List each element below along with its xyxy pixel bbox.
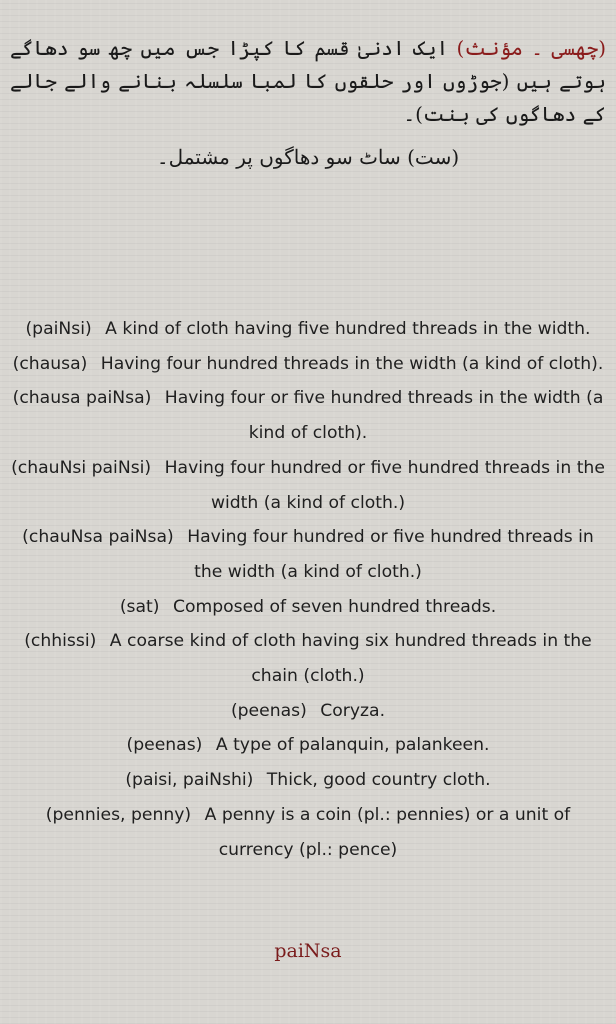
headword-footer: paiNsa — [274, 940, 342, 962]
entry-term: (chausa) — [12, 353, 88, 374]
entry-term: (paisi, paiNshi) — [125, 770, 254, 791]
entry-definition: Having four hundred or five hundred threads in the width (a kind of cloth.) — [187, 527, 594, 582]
urdu-paragraph-text: ایک ادنیٰ قسم کا کپڑا جس میں چھ سو دھاگے ہوتے ہیں (جوڑوں اور حلقوں کا لمبا سلسلہ بنانے والے جالے کے دھاگوں کی بنت)۔ — [10, 36, 606, 126]
entry-definition: Having four hundred threads in the width (a kind of cloth). — [100, 353, 604, 374]
entry-definition: A coarse kind of cloth having six hundred threads in the chain (cloth.) — [109, 631, 592, 687]
entry-definition: A type of palanquin, palankeen. — [215, 735, 490, 756]
entry-definition: Thick, good country cloth. — [266, 770, 491, 791]
entry-chausa — [8, 347, 608, 382]
entry-sat — [8, 590, 608, 625]
urdu-definition-block — [10, 32, 606, 174]
entry-term: (chausa paiNsa) — [12, 388, 152, 409]
entry-paisi-painshi — [8, 763, 608, 798]
entry-term: (pennies, penny) — [45, 804, 192, 825]
entry-term: (chhissi) — [24, 631, 97, 652]
entry-term: (chauNsi paiNsi) — [11, 457, 152, 478]
entry-peenas-palanquin — [8, 728, 608, 763]
entry-definition: Having four hundred or five hundred threads in the width (a kind of cloth.) — [164, 457, 605, 513]
entry-term: (sat) — [119, 596, 160, 617]
english-definitions — [8, 312, 608, 867]
entry-peenas-coryza — [8, 694, 608, 729]
entry-term: (peenas) — [230, 700, 307, 721]
entry-definition: Coryza. — [320, 700, 386, 721]
entry-definition: A penny is a coin (pl.: pennies) or a unit of currency (pl.: pence) — [204, 804, 571, 860]
entry-chhissi — [8, 624, 608, 693]
entry-painsi — [8, 312, 608, 347]
entry-chausa-painsa — [8, 381, 608, 450]
urdu-line-sat: (ست) ساٹ سو دھاگوں پر مشتمل۔ — [156, 145, 460, 169]
entry-chaunsa-painsa — [8, 520, 608, 589]
urdu-grammar-label: (چھسی ۔ مؤنث) — [456, 36, 606, 60]
entry-term: (paiNsi) — [25, 319, 92, 339]
entry-term: (chauNsa paiNsa) — [22, 527, 174, 548]
entry-definition: Having four or five hundred threads in the width (a kind of cloth). — [164, 388, 604, 444]
entry-term: (peenas) — [126, 735, 203, 756]
entry-pennies-penny — [8, 798, 608, 867]
entry-definition: A kind of cloth having five hundred threads in the width. — [105, 319, 591, 339]
entry-definition: Composed of seven hundred threads. — [172, 596, 497, 617]
urdu-paragraph — [10, 32, 606, 131]
entry-chaunsi-painsi — [8, 451, 608, 520]
